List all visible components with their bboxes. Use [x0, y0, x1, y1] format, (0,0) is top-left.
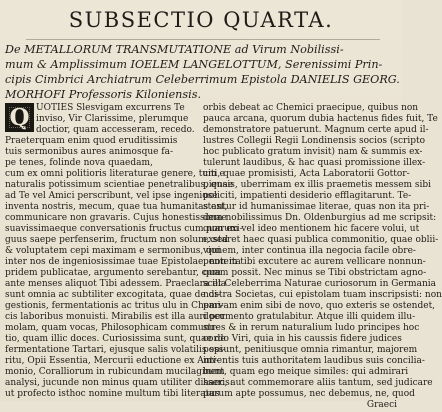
initial-letter: Q — [9, 104, 30, 131]
heading-line: MORHOFI Professoris Kiloniensis. — [5, 88, 202, 101]
text-line: nostra Societas, cui epistolam tuam inscripsisti: non — [203, 290, 442, 300]
text-line: cordo Viri, quia in his caussis fidere judices — [203, 334, 402, 344]
text-line: parum apte possumus, nec debemus, ne, quod — [203, 389, 415, 399]
text-line: citi, quae promisisti, Acta Laboratorii Gottor- — [203, 169, 410, 179]
text-line: inventis tuis authoritatem laudibus suis concilia- — [203, 356, 425, 366]
text-line: pridem publicatae, argumento serebantur, cum — [5, 268, 222, 278]
text-line: analysi, jucunde non minus quam utiliter disseris: — [5, 378, 233, 388]
text-line: Praeterquam enim quod eruditissimis — [5, 136, 178, 146]
text-line: gestionis, fermentationis ac tritus ulu in Chemi- — [5, 301, 224, 311]
text-line: ritu, Opii Essentia, Mercurii eductione ex Anti- — [5, 356, 220, 366]
text-line: dem nobilissimus Dn. Oldenburgius ad me scripsit: — [203, 213, 437, 223]
text-line: ad Te vel Amici perscribunt, vel ipse ingeniose — [5, 191, 218, 201]
text-line: exstaret haec quasi publica commonitio, quae oblii- — [203, 235, 439, 245]
text-line: cum ex omni politioris literaturae genere, tum e — [5, 169, 225, 179]
text-line: ut profecto isthoc nomine multum tibi literatus — [5, 389, 220, 399]
text-line: doctior, quam accesseram, recedo. — [36, 125, 195, 135]
text-line: vionem, inter continua illa negocia facile obre- — [203, 246, 416, 256]
text-line: piensis, uberrimam ex illis praemetis messem sibi — [203, 180, 432, 190]
text-line: documento gratulabitur. Atque illi quidem illu- — [203, 312, 416, 322]
text-line: tuis sermonibus aures animosque fa- — [5, 147, 174, 157]
text-line: sunt omnia ac subtiliter excogitata, quae de di- — [5, 290, 221, 300]
heading-line: De METALLORUM TRANSMUTATIONE ad Virum Nobilissi- — [5, 43, 344, 56]
text-line: inviso, Vir Clarissime, plerumque — [36, 114, 189, 124]
text-line: pauca arcana, quorum dubia hactenus fides fuit, Te — [203, 114, 438, 124]
text-line: Graeci — [366, 400, 397, 410]
text-line: lustres Collegii Regii Londinensis socios (scripto — [203, 136, 425, 146]
text-line: possunt, penitiusque omnia rimantur, majorem — [203, 345, 418, 355]
text-line: orbis debeat ac Chemici praecipue, quibus non — [203, 103, 419, 113]
text-line: cis laboribus monuisti. Mirabilis est illa auri per — [5, 312, 225, 322]
heading-line: cipis Cimbrici Archiatrum Celeberrimum Epistola DANIELIS GEORG. — [5, 73, 400, 86]
text-line: stres & in rerum naturalium ludo principes hoc — [203, 323, 420, 333]
text-line: demonstratore patuerunt. Magnum certe apud il- — [203, 125, 429, 135]
text-line: fermentatione Tartari, ejusque salis volatilis spi- — [5, 345, 226, 355]
text-line: communicare non gravaris. Cujus honestissimae — [5, 213, 227, 223]
text-line: & voluptatem cepi maximam e sermonibus, qui — [5, 246, 221, 256]
right-column — [203, 102, 442, 410]
title-divider — [26, 39, 380, 40]
text-line: hoc publicato gratum invisit) nam & summis ex- — [203, 147, 423, 157]
text-line: inter nos de ingeniosissimae tuae Epistolae, non ita — [5, 257, 241, 267]
text-line: UOTIES Slesvigam excurrens Te — [36, 103, 185, 113]
left-column — [5, 102, 243, 400]
text-line: molam, quam vocas, Philosophicam communu- — [5, 323, 219, 333]
text-line: scet Celeberrima Naturae curiosorum in Germania — [203, 279, 436, 289]
text-line: suavissimaeque conversationis fructus cum non exi- — [5, 224, 243, 234]
text-line: policiti, impatienti desiderio efflagitarunt. Te- — [203, 191, 412, 201]
section-title: SUBSECTIO QUARTA. — [68, 8, 334, 32]
text-line: inventa nostris, mecum, quae tua humanitas est, — [5, 202, 228, 212]
text-line: pe tenes, folinde nova quaedam, — [5, 158, 153, 168]
text-line: tio, quam illic doces. Curiosissima sunt, quae de — [5, 334, 226, 344]
text-line: naturalis potissimum scientiae penetralibus, quae — [5, 180, 234, 190]
text-line: quam possit. Nec minus se Tibi obstrictam agno- — [203, 268, 427, 278]
epistle-heading — [5, 42, 400, 101]
text-line: stantur id humanissimae literae, quas non ita pri- — [203, 202, 430, 212]
text-line: parvam enim sibi de novo, quo exteris se ostendet, — [203, 301, 436, 311]
decorated-initial — [5, 103, 34, 132]
text-line: monio, Coralliorum in rubicundam mucilaginem — [5, 367, 225, 377]
text-line: bunt, quam ego meique similes: qui admirari — [203, 367, 409, 377]
text-line: quarum vel ideo mentionem hic facere volui, ut — [203, 224, 420, 234]
text-line: haec, aut commemorare aliis tantum, sed judicare — [203, 378, 433, 388]
text-line: tulerunt laudibus, & hac quasi promissione illex- — [203, 158, 426, 168]
heading-line: mum & Amplissimum IOELEM LANGELOTTUM, Serenissimi Prin- — [5, 58, 383, 71]
text-line: pentem tibi excutere ac aurem vellicare nonnun- — [203, 257, 426, 267]
text-line: guus saepe perfenserim, fructum non solum, sed — [5, 235, 229, 245]
text-line: ante menses aliquot Tibi adessem. Praeclara illa — [5, 279, 227, 289]
